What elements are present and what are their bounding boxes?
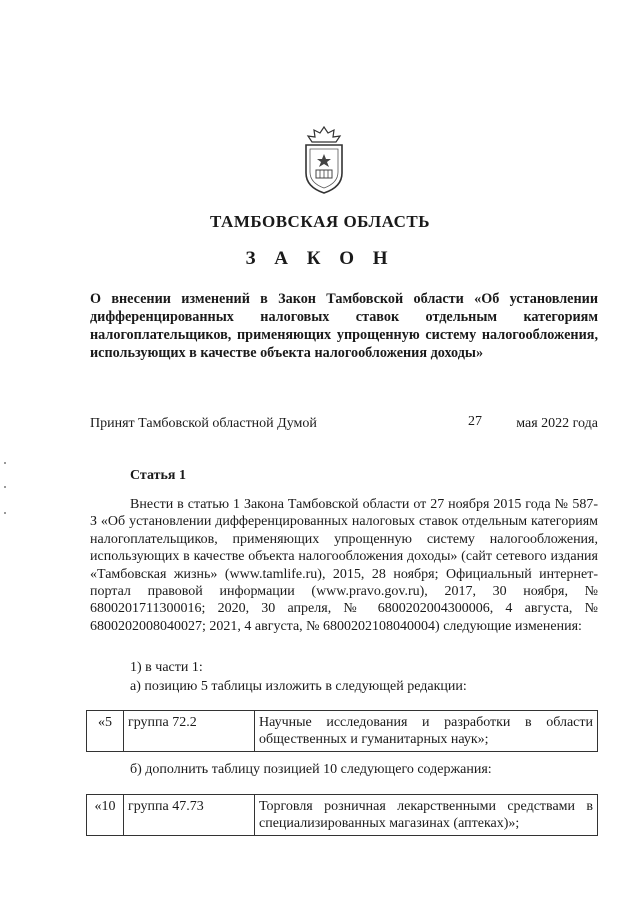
table-cell-description: Торговля розничная лекарственными средствами в специализированных магазинах (аптеках)»; [255,795,598,836]
table-cell-group: группа 72.2 [124,711,255,752]
adoption-line [90,416,598,432]
region-title: ТАМБОВСКАЯ ОБЛАСТЬ [210,212,430,231]
table-position-10 [86,794,598,836]
table-cell-number: «5 [87,711,124,752]
table-cell-group: группа 47.73 [124,795,255,836]
coat-of-arms-icon [300,125,348,195]
item-b: б) дополнить таблицу позицией 10 следующего содержания: [130,762,492,777]
table-row [87,795,598,836]
adoption-month-year: мая 2022 года [516,416,598,431]
adoption-day: 27 [468,414,482,429]
adoption-label: Принят Тамбовской областной Думой [90,416,317,431]
document-type-title: З А К О Н [245,248,395,269]
item-1: 1) в части 1: [130,660,203,675]
law-subject: О внесении изменений в Закон Тамбовской области «Об установлении дифференцированных налоговых ставок отдельным категориям налогоплательщиков, применяющих упрощенную систему налогообложения, использующих в качестве объекта налогообложения доходы» [90,291,598,361]
scan-artifact [4,486,6,488]
article-heading: Статья 1 [130,468,186,483]
table-cell-number: «10 [87,795,124,836]
table-row [87,711,598,752]
table-position-5 [86,710,598,752]
item-a: а) позицию 5 таблицы изложить в следующей редакции: [130,679,467,694]
table-cell-description: Научные исследования и разработки в области общественных и гуманитарных наук»; [255,711,598,752]
scan-artifact [4,512,6,514]
scan-artifact [4,462,6,464]
article-text: Внести в статью 1 Закона Тамбовской области от 27 ноября 2015 года № 587-З «Об установлении дифференцированных налоговых ставок отдельным категориям налогоплательщиков, применяющих упрощенную систему налогообложения, использующих в качестве объекта налогообложения доходы» (сайт сетевого издания «Тамбовская жизнь» (www.tamlife.ru), 2015, 28 ноября; Официальный интернет-портал правовой информации (www.pravo.gov.ru), 2017, 30 ноября, № 6800201711300016; 2020, 30 апреля, № 6800202004300006, 4 августа, № 6800202008040027; 2021, 4 августа, № 6800202108040004) следующие изменения: [90,497,598,634]
